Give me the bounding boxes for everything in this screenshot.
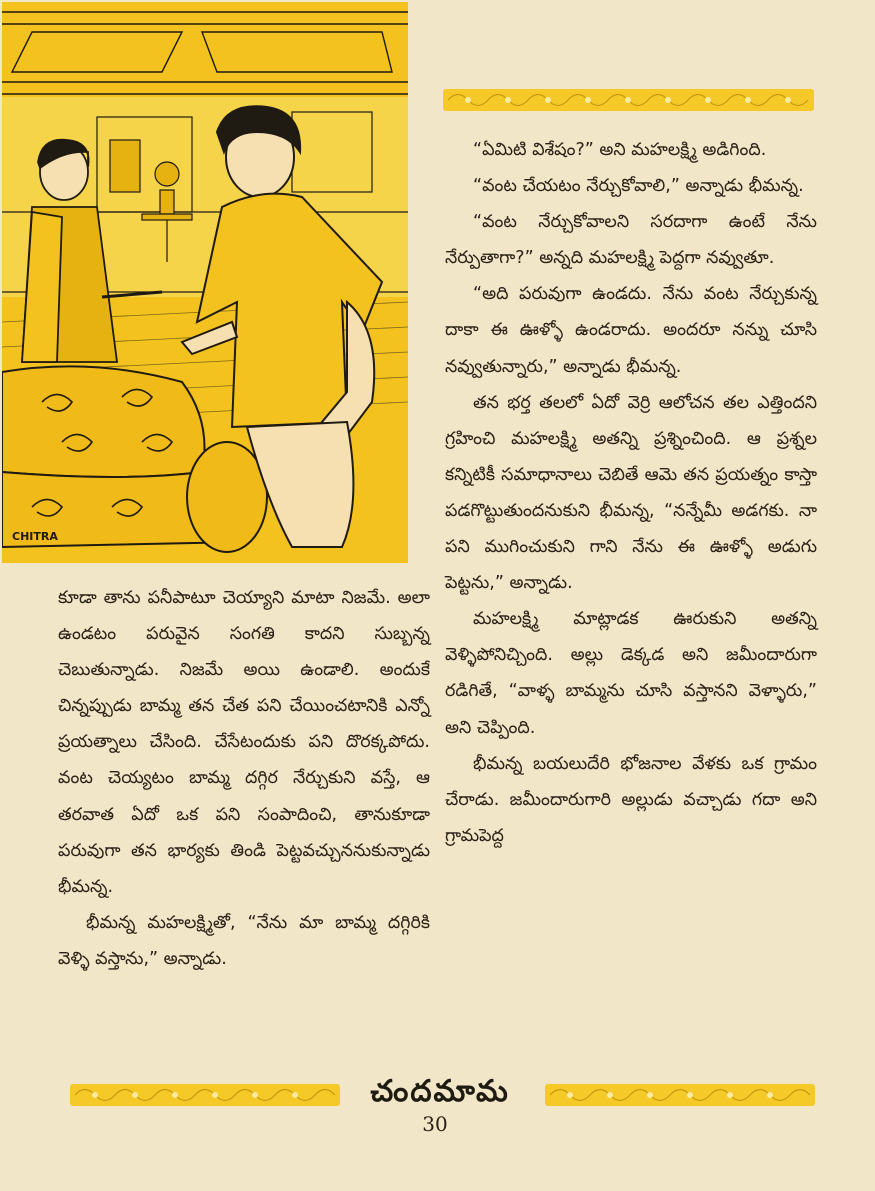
magazine-title: చందమామ xyxy=(370,1074,510,1109)
artist-signature: CHITRA xyxy=(12,530,58,543)
top-decorative-band xyxy=(443,89,814,111)
paragraph: “వంట నేర్చుకోవాలని సరదాగా ఉంటే నేను నేర్పుతాగా?” అన్నది మహలక్ష్మి పెద్దగా నవ్వుతూ. xyxy=(445,212,817,269)
paragraph: “ఏమిటి విశేషం?” అని మహలక్ష్మి అడిగింది. xyxy=(473,140,767,160)
left-text-column xyxy=(58,580,430,977)
page-number: 30 xyxy=(422,1112,448,1136)
right-text-column xyxy=(445,132,817,854)
illustration-drawing xyxy=(2,2,408,563)
paragraph: “వంట చేయటం నేర్చుకోవాలి,” అన్నాడు భీమన్న. xyxy=(473,176,804,197)
paragraph: కూడా తాను పనీపాటూ చెయ్యాని మాటా నిజమే. అలా ఉండటం పరువైన సంగతి కాదని సుబ్బన్న చెబుతున్నాడు. నిజమే అయి ఉండాలి. అందుకే చిన్నప్పుడు బామ్మ తన చేత పని చేయించటానికి ఎన్నో ప్రయత్నాలు చేసింది. చేసేటందుకు పని దొరక్కపోదు. వంట చెయ్యటం బామ్మ దగ్గిర నేర్చుకుని వస్తే, ఆ తరవాత ఏదో ఒక పని సంపాదించి, తానుకూడా పరువుగా తన భార్యకు తిండి పెట్టవచ్చుననుకున్నాడు భీమన్న. xyxy=(58,588,430,897)
paragraph: మహలక్ష్మి మాట్లాడక ఊరుకుని అతన్ని వెళ్ళిపోనిచ్చింది. అల్లు డెక్కడ అని జమీందారుగా రడిగితే, “వాళ్ళ బామ్మను చూసి వస్తానని వెళ్ళారు,” అని చెప్పింది. xyxy=(445,609,817,738)
paragraph: భీమన్న బయలుదేరి భోజనాల వేళకు ఒక గ్రామం చేరాడు. జమీందారుగారి అల్లుడు వచ్చాడు గదా అని గ్రామపెద్ద xyxy=(445,753,817,846)
footer-band-left xyxy=(70,1084,340,1106)
footer-band-right xyxy=(545,1084,815,1106)
paragraph: భీమన్న మహలక్ష్మితో, “నేను మా బామ్మ దగ్గిరికి వెళ్ళి వస్తాను,” అన్నాడు. xyxy=(58,912,430,969)
story-illustration xyxy=(2,2,408,563)
paragraph: తన భర్త తలలో ఏదో వెర్రి ఆలోచన తల ఎత్తిందని గ్రహించి మహలక్ష్మి అతన్ని ప్రశ్నించింది. ఆ ప్రశ్నల కన్నిటికీ సమాధానాలు చెబితే ఆమె తన ప్రయత్నం కాస్తా పడగొట్టుతుందనుకుని భీమన్న, “నన్నేమీ అడగకు. నా పని ముగించుకుని గాని నేను ఈ ఊళ్ళో అడుగు పెట్టను,” అన్నాడు. xyxy=(445,392,817,594)
paragraph: “అది పరువుగా ఉండదు. నేను వంట నేర్చుకున్న దాకా ఈ ఊళ్ళో ఉండరాదు. అందరూ నన్ను చూసి నవ్వుతున్నారు,” అన్నాడు భీమన్న. xyxy=(445,284,817,377)
